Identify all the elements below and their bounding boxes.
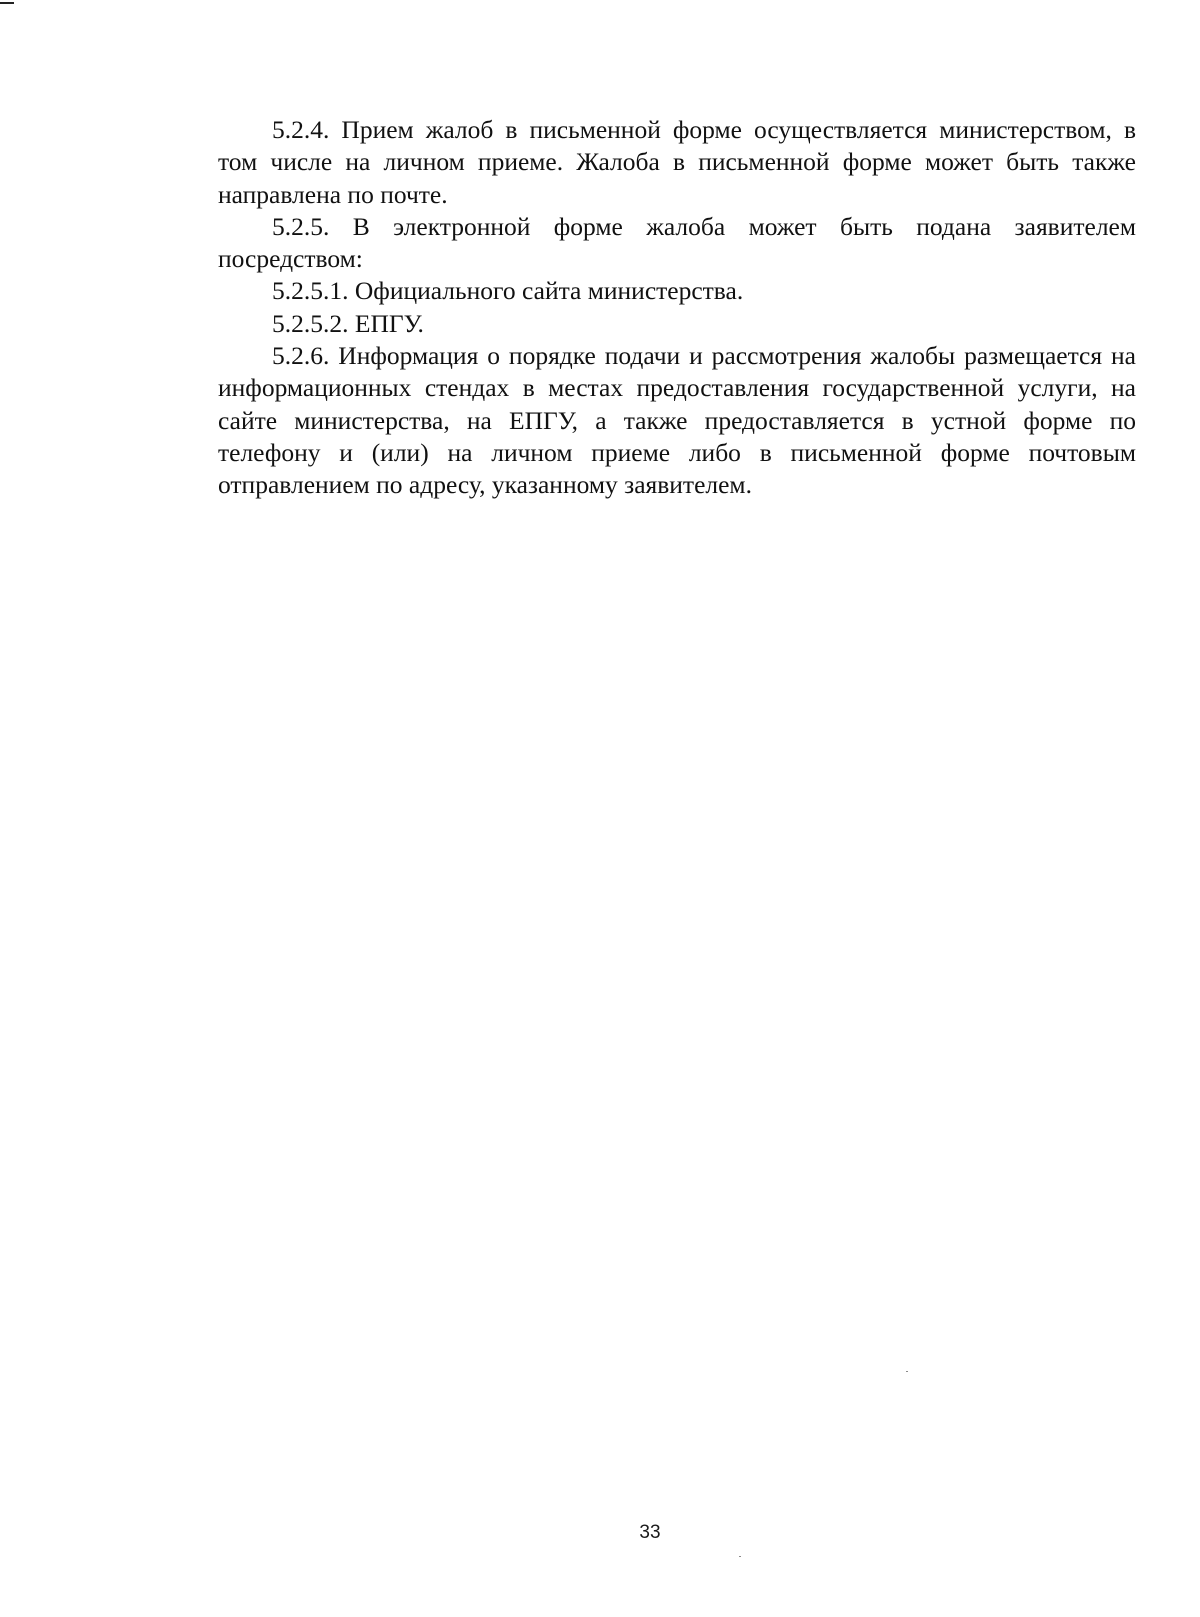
scan-corner-mark	[0, 2, 14, 4]
scan-speck	[906, 1371, 908, 1372]
scan-speck	[739, 1556, 741, 1557]
paragraph-5-2-5-2: 5.2.5.2. ЕПГУ.	[272, 308, 424, 338]
document-body	[218, 114, 1136, 502]
paragraph-5-2-6: 5.2.6. Информация о порядке подачи и рассмотрения жалобы размещается на информационных стендах в местах предоставления государственной услуги, на сайте министерства, на ЕПГУ, а также предоставляется в устной форме по телефону и (или) на личном приеме либо в письменной форме почтовым отправлением по адресу, указанному заявителем.	[218, 341, 1136, 500]
paragraph-5-2-5: 5.2.5. В электронной форме жалоба может быть подана заявителем посредством:	[218, 211, 1136, 274]
page-number: 33	[639, 1522, 661, 1543]
paragraph-5-2-5-1: 5.2.5.1. Официального сайта министерства.	[272, 276, 744, 306]
paragraph-5-2-4: 5.2.4. Прием жалоб в письменной форме осуществляется министерством, в том числе на личном приеме. Жалоба в письменной форме может быть также направлена по почте.	[218, 115, 1136, 209]
